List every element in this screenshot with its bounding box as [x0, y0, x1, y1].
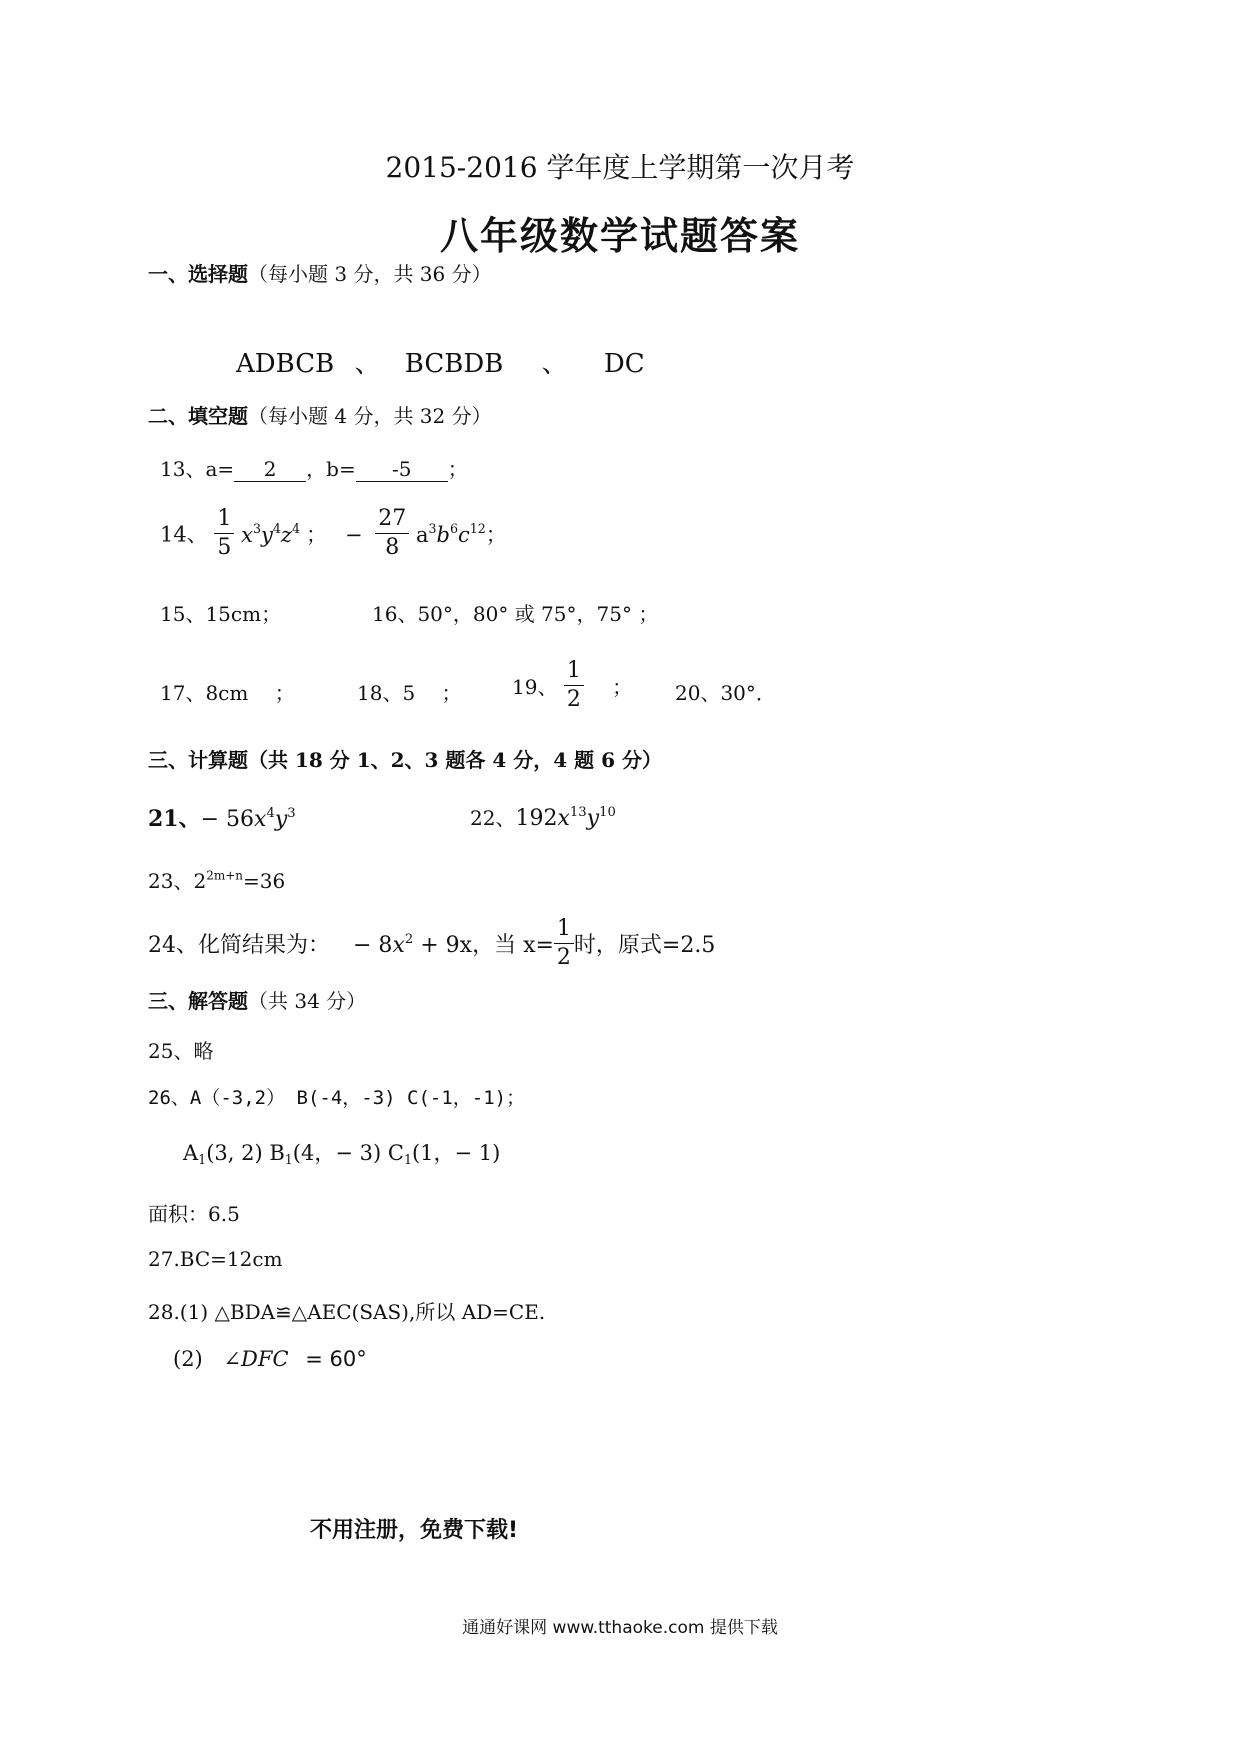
section-calc-label: 三、计算题（共 18 分 1、2、3 题各 4 分，4 题 6 分）: [148, 748, 662, 772]
question-number: 13、: [160, 457, 206, 481]
answer-21: [148, 802, 296, 833]
subscript: 1: [198, 1151, 207, 1167]
page-title: 八年级数学试题答案: [439, 214, 800, 258]
answer-15: 15、15cm；: [160, 602, 282, 626]
var-z: z: [280, 522, 292, 547]
base: 2: [193, 869, 207, 893]
point-a1: A: [183, 1141, 199, 1165]
exponent: 2: [404, 931, 414, 947]
numerator: 1: [214, 508, 234, 534]
answer-27: 27.BC=12cm: [148, 1247, 283, 1271]
answer-25: 25、略: [148, 1039, 214, 1063]
answer-13: [160, 453, 468, 482]
section-fill-note: （每小题 4 分，共 32 分）: [248, 404, 492, 428]
section-solve-note: （共 34 分）: [248, 989, 367, 1013]
question-number: 21、: [148, 806, 201, 832]
answers-group-3: DC: [603, 349, 645, 379]
section-fill-label: 二、填空题: [148, 404, 248, 428]
exponent: 3: [252, 520, 261, 536]
exponent: 10: [599, 804, 616, 820]
fraction-1-2: [564, 660, 584, 711]
exam-subtitle: 2015-2016 学年度上学期第一次月考: [385, 151, 855, 184]
exponent: 3: [287, 805, 296, 821]
exponent: 4: [266, 805, 275, 821]
subscript: 1: [284, 1151, 293, 1167]
page-footer: 通通好课网 www.tthaoke.com 提供下载: [462, 1618, 778, 1638]
download-slogan: 不用注册，免费下载!: [310, 1518, 519, 1543]
answer-22: [470, 802, 616, 831]
fraction-1-5: [214, 508, 234, 559]
expression-rest: + 9x，当 x=: [413, 933, 554, 958]
answer-19: [512, 660, 632, 711]
answers-group-1: ADBCB: [236, 349, 335, 379]
numerator: 27: [375, 508, 409, 534]
answer-17: 17、8cm ；: [160, 681, 295, 705]
answer-28-part2: [173, 1347, 367, 1371]
point-c1: C: [387, 1141, 404, 1165]
question-number: 22、: [470, 806, 516, 830]
var-y: y: [274, 807, 288, 832]
answer-separator: 、: [354, 349, 381, 379]
angle-expression: ∠DFC: [223, 1347, 289, 1371]
exponent: 12: [469, 520, 486, 536]
denominator: 8: [385, 535, 400, 560]
point-b1: B: [269, 1141, 285, 1165]
section-choice-label: 一、选择题: [148, 262, 248, 286]
answer-20: 20、30°．: [675, 681, 776, 705]
punctuation: ；: [305, 522, 327, 547]
result: =36: [242, 869, 286, 893]
answer-28-part1: 28.(1) △BDA≌△AEC(SAS),所以 AD=CE.: [148, 1300, 546, 1324]
var-a: a: [415, 522, 429, 547]
denominator: 2: [566, 687, 581, 712]
denominator: 5: [217, 535, 232, 560]
answer-26-line2: [183, 1137, 500, 1167]
var-y: y: [260, 522, 273, 547]
denominator: 2: [556, 945, 571, 970]
label-b: ，b=: [306, 457, 356, 481]
coefficient: − 56: [200, 807, 255, 832]
answer-prefix: 24、化简结果为：: [148, 933, 330, 958]
answer-24: [148, 918, 715, 969]
punctuation: ；: [485, 522, 507, 547]
fraction-1-2: [554, 918, 574, 969]
coefficient: − 8: [353, 933, 393, 958]
section-choice-heading: [148, 258, 492, 287]
choice-answers: [236, 343, 645, 380]
answer-23: [148, 865, 285, 894]
exponent: 4: [291, 520, 300, 536]
var-b: b: [436, 522, 450, 547]
section-fill-heading: [148, 400, 492, 429]
answer-separator: 、: [541, 349, 568, 379]
answer-16: 16、50°，80° 或 75°，75° ；: [372, 602, 659, 626]
section-calc-heading: [148, 744, 662, 773]
fraction-27-8: [375, 508, 409, 559]
value-b: -5: [356, 457, 448, 482]
value-a: 2: [234, 457, 306, 482]
area-answer: 面积：6.5: [148, 1202, 240, 1226]
exponent: 4: [272, 520, 281, 536]
answer-26-line1: 26、A（-3,2） B(-4，-3) C(-1，-1)；: [148, 1087, 526, 1109]
numerator: 1: [564, 660, 584, 686]
answer-18: 18、5 ；: [357, 681, 462, 705]
punctuation: ；: [447, 457, 468, 481]
subscript: 1: [403, 1151, 412, 1167]
var-c: c: [457, 522, 470, 547]
coord-a1: (3, 2): [206, 1141, 263, 1165]
section-solve-label: 三、解答题: [148, 989, 248, 1013]
var-x: x: [241, 522, 253, 547]
section-choice-note: （每小题 3 分，共 36 分）: [248, 262, 492, 286]
coefficient: 192: [515, 806, 558, 831]
var-x: x: [557, 806, 570, 831]
exponent: 6: [449, 520, 458, 536]
coord-b1: (4，− 3): [292, 1141, 382, 1165]
exponent: 13: [569, 804, 587, 820]
question-number: 14、: [160, 522, 208, 547]
angle-value: = 60°: [305, 1347, 367, 1371]
var-x: x: [392, 933, 405, 958]
section-solve-heading: [148, 985, 366, 1014]
punctuation: ；: [612, 675, 633, 699]
part-number: (2): [173, 1347, 203, 1371]
answer-suffix: 时，原式=2.5: [573, 933, 716, 958]
answers-group-2: BCBDB: [404, 349, 504, 379]
question-number: 23、: [148, 869, 194, 893]
exponent: 3: [428, 520, 437, 536]
answer-14: [160, 508, 507, 559]
numerator: 1: [554, 918, 574, 944]
var-y: y: [586, 806, 600, 831]
exponent: 2m+n: [206, 868, 243, 883]
label-a: a=: [205, 457, 235, 481]
question-number: 19、: [512, 675, 558, 699]
minus-sign: −: [344, 522, 363, 547]
coord-c1: (1，− 1): [411, 1141, 501, 1165]
var-x: x: [254, 807, 267, 832]
